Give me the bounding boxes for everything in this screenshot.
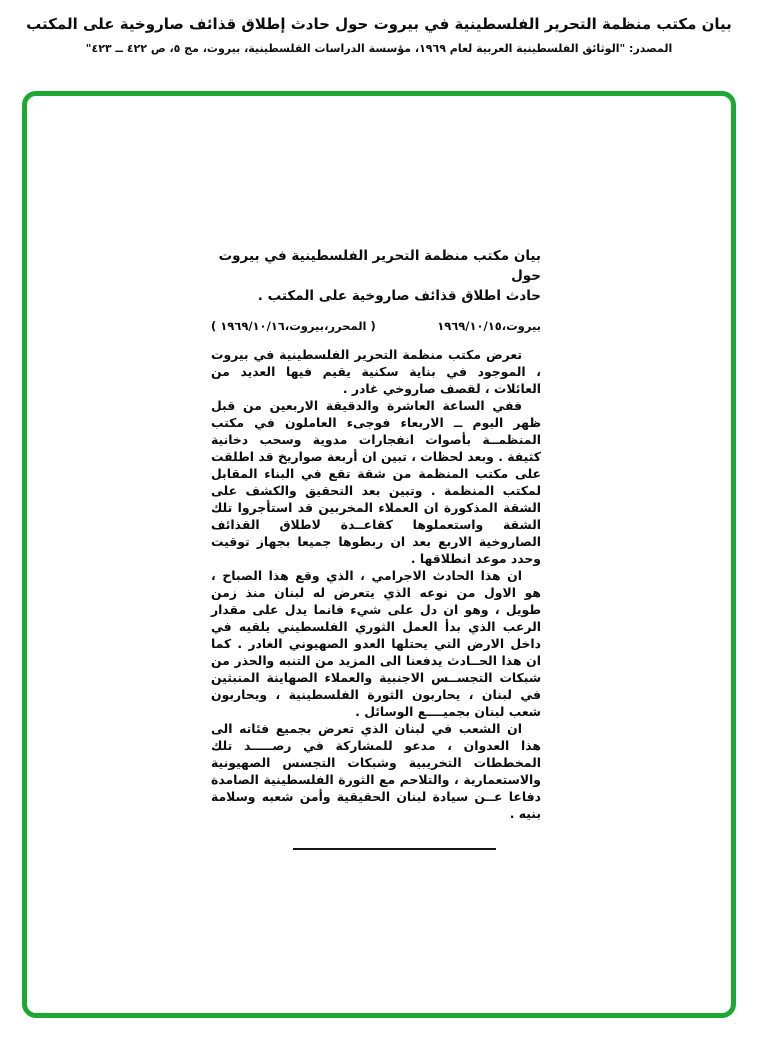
dateline bbox=[211, 319, 541, 333]
document-title-line1: بيان مكتب منظمة التحرير الفلسطينية في بيروت حول bbox=[218, 248, 541, 284]
document-title-line2: حادث اطلاق قذائف صاروخية على المكتب . bbox=[257, 288, 541, 304]
page-header bbox=[10, 15, 748, 55]
document-body bbox=[211, 246, 541, 850]
paragraph-4: ان الشعب في لبنان الذي تعرض بجميع فئاته الى هذا العدوان ، مدعو للمشاركة في رصـــــد تلك المخططات التخريبية وشبكات التجسس الصهيونية والاستعمارية ، والتلاحم مع الثورة الفلسطينية الصامدة دفاعا عــن سيادة لبنان الحقيقية وأمن شعبه وسلامة بنيه . bbox=[211, 721, 541, 821]
document-title bbox=[211, 246, 541, 306]
paragraph-3: ان هذا الحادث الاجرامي ، الذي وقع هذا الصباح ، هو الاول من نوعه الذي يتعرض له لبنان منذ زمن طويل ، وهو ان دل على شيء فانما يدل على مقدار الرعب الذي بدأ العمل الثوري الفلسطيني يلقيه في داخل الارض التي يحتلها العدو الصهيوني الغادر . كما ان هذا الحــادث يدفعنا الى المزيد من التنبه والحذر من شبكات التجســس الاجنبية والعملاء الصهاينة المنبثين في لبنان ، يحاربون الثورة الفلسطينية ، ويحاربون شعب لبنان بجميــــع الوسائل . bbox=[211, 568, 541, 719]
dateline-place-date: بيروت،١٩٦٩/١٠/١٥ bbox=[437, 319, 541, 333]
header-source-citation: المصدر: "الوثائق الفلسطينية العربية لعام ١٩٦٩، مؤسسة الدراسات الفلسطينية، بيروت، مج ٥، ص ٤٢٢ ــ ٤٢٣" bbox=[85, 42, 673, 55]
closing-divider bbox=[293, 848, 496, 850]
dateline-editor-note: ( المحرر،بيروت،١٩٦٩/١٠/١٦ ) bbox=[211, 319, 376, 333]
paragraph-1: تعرض مكتب منظمة التحرير الفلسطينية في بيروت ، الموجود في بناية سكنية يقيم فيها العديد من العائلات ، لقصف صاروخي غادر . bbox=[211, 347, 541, 396]
header-title: بيان مكتب منظمة التحرير الفلسطينية في بيروت حول حادث إطلاق قذائف صاروخية على المكتب bbox=[26, 15, 732, 33]
paragraph-2: ففي الساعة العاشرة والدقيقة الاربعين من قبل ظهر اليوم ــ الاربعاء فوجىء العاملون في مكتب المنظمــة بأصوات انفجارات مدوية وسحب دخانية كثيفة . وبعد لحظات ، تبين ان أربعة صواريخ قد اطلقت على مكتب المنظمة من شقة تقع في البناء المقابل لمكتب المنظمة . وتبين بعد التحقيق والكشف على الشقة المذكورة ان العملاء المخربين قد استأجروا تلك الشقة واستعملوها كقاعــدة لاطلاق القذائف الصاروخية الاربع بعد ان ربطوها جميعا بجهاز توقيت وحدد موعد انطلاقها . bbox=[211, 398, 541, 566]
